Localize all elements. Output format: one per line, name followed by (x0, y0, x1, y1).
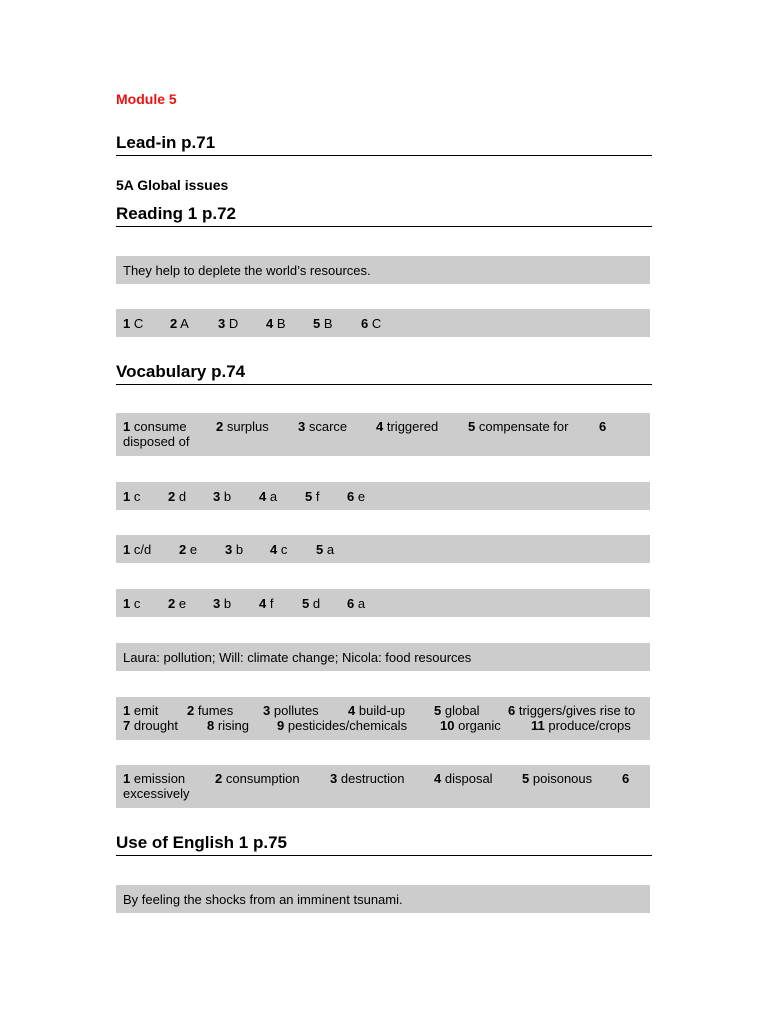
answer-item: 3 b (225, 541, 244, 557)
answer-item: 4 triggered (376, 419, 439, 434)
answer-item: 11 produce/crops (531, 718, 631, 733)
answer-item: 5 B (313, 315, 333, 331)
answer-item: 5 poisonous (522, 771, 593, 786)
answer-item: 9 pesticides/chemicals (277, 718, 408, 733)
use-of-english-heading: Use of English 1 p.75 (116, 833, 652, 856)
answer-item: 6 (599, 419, 607, 434)
answer-item: 4 c (270, 541, 288, 557)
answer-item: 2 d (168, 488, 187, 504)
use-of-english-answer-1: By feeling the shocks from an imminent tsunami. (116, 885, 650, 913)
answer-item: 5 global (434, 703, 480, 718)
vocabulary-answer-1 (116, 413, 650, 456)
answer-item: 6 (622, 771, 630, 786)
answer-item: 4 disposal (434, 771, 493, 786)
answer-item: 4 build-up (348, 703, 406, 718)
answer-item: 2 consumption (215, 771, 300, 786)
answer-item: 2 e (168, 595, 187, 611)
answer-item: 1 c (123, 595, 141, 611)
answer-item: 5 f (305, 488, 320, 504)
answer-item: 2 A (170, 315, 189, 331)
answer-item: 1 emission (123, 771, 186, 786)
answer-item: 6 e (347, 488, 366, 504)
answer-item: 3 destruction (330, 771, 405, 786)
answer-item: 3 scarce (298, 419, 348, 434)
answer-item: 5 a (316, 541, 335, 557)
unit-subheading: 5A Global issues (116, 177, 229, 193)
answer-item: 3 D (218, 315, 239, 331)
answer-item: 6 a (347, 595, 366, 611)
answer-item: 5 d (302, 595, 321, 611)
answer-item: 3 b (213, 488, 232, 504)
vocabulary-answer-6 (116, 697, 650, 740)
answer-item: 3 b (213, 595, 232, 611)
answer-item: 4 a (259, 488, 278, 504)
vocabulary-heading: Vocabulary p.74 (116, 362, 652, 385)
answer-item: 8 rising (207, 718, 249, 733)
answer-continuation: excessively (123, 786, 190, 801)
lead-in-heading: Lead-in p.71 (116, 133, 652, 156)
answer-item: 5 compensate for (468, 419, 569, 434)
vocabulary-answer-4 (116, 589, 650, 617)
answer-item: 1 emit (123, 703, 159, 718)
answer-item: 2 e (179, 541, 198, 557)
answer-item: 1 C (123, 315, 144, 331)
vocabulary-answer-2 (116, 482, 650, 510)
vocabulary-answer-3 (116, 535, 650, 563)
answer-continuation: disposed of (123, 434, 190, 449)
answer-item: 10 organic (440, 718, 501, 733)
answer-item: 4 B (266, 315, 286, 331)
answer-item: 1 c (123, 488, 141, 504)
reading-answer-2 (116, 309, 650, 337)
answer-item: 6 triggers/gives rise to (508, 703, 636, 718)
reading-answer-1: They help to deplete the world’s resources. (116, 256, 650, 284)
answer-item: 7 drought (123, 718, 178, 733)
answer-item: 3 pollutes (263, 703, 319, 718)
answer-item: 2 fumes (187, 703, 234, 718)
vocabulary-answer-7 (116, 765, 650, 808)
vocabulary-answer-5: Laura: pollution; Will: climate change; Nicola: food resources (116, 643, 650, 671)
answer-item: 2 surplus (216, 419, 269, 434)
answer-item: 4 f (259, 595, 274, 611)
module-title: Module 5 (116, 91, 177, 107)
answer-item: 6 C (361, 315, 382, 331)
answer-item: 1 c/d (123, 541, 152, 557)
answer-item: 1 consume (123, 419, 187, 434)
reading-heading: Reading 1 p.72 (116, 204, 652, 227)
